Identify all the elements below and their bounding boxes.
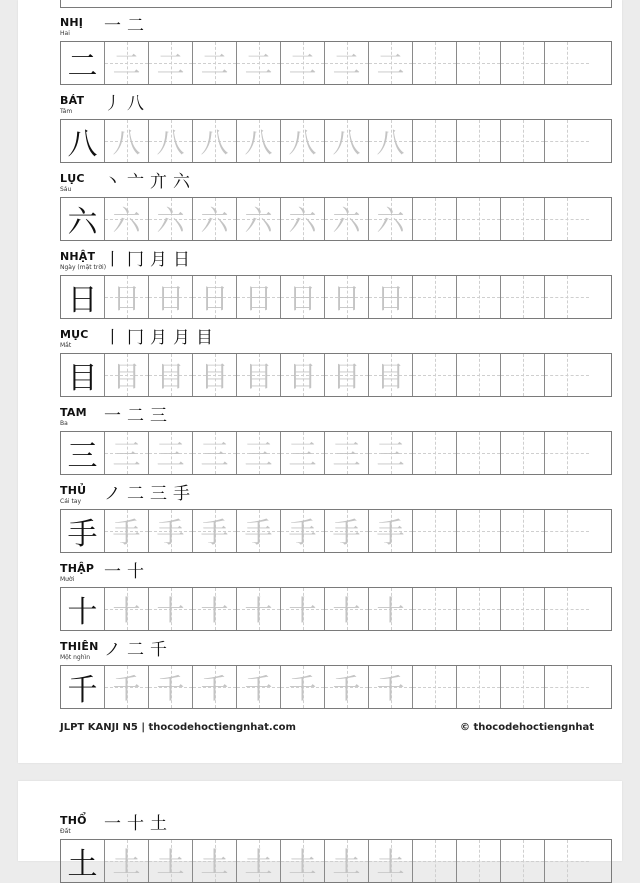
- trace-cell[interactable]: [149, 354, 193, 396]
- trace-kanji: 十: [200, 594, 229, 627]
- trace-kanji: 六: [376, 204, 405, 237]
- stroke-step: 手: [173, 484, 190, 504]
- trace-kanji: 三: [288, 438, 317, 471]
- practice-grid: [60, 509, 612, 553]
- blank-practice-cell[interactable]: [413, 354, 457, 396]
- model-kanji-cell: [61, 120, 105, 162]
- stroke-step: 一: [104, 814, 121, 834]
- trace-kanji: 八: [156, 126, 185, 159]
- trace-kanji: 日: [288, 282, 317, 315]
- trace-cell[interactable]: [105, 432, 149, 474]
- trace-kanji: 十: [288, 594, 317, 627]
- blank-practice-cell[interactable]: [501, 840, 545, 882]
- blank-practice-cell[interactable]: [457, 276, 501, 318]
- trace-cell[interactable]: [237, 354, 281, 396]
- trace-kanji: 十: [332, 594, 361, 627]
- practice-grid: [60, 275, 612, 319]
- model-kanji-cell: [61, 510, 105, 552]
- kanji-meaning: Mười: [60, 576, 75, 583]
- kanji-label: [60, 485, 86, 506]
- trace-cell[interactable]: [369, 588, 413, 630]
- blank-practice-cell[interactable]: [457, 588, 501, 630]
- trace-cell[interactable]: [281, 666, 325, 708]
- trace-kanji: 六: [112, 204, 141, 237]
- stroke-step: 丿: [104, 94, 121, 114]
- kanji-reading: MỤC: [60, 328, 89, 341]
- stroke-order: [104, 809, 167, 834]
- trace-cell[interactable]: [149, 276, 193, 318]
- stroke-step: 亣: [150, 172, 167, 192]
- trace-kanji: 千: [112, 672, 141, 705]
- trace-cell[interactable]: [369, 840, 413, 882]
- trace-cell[interactable]: [281, 510, 325, 552]
- blank-practice-cell[interactable]: [457, 432, 501, 474]
- practice-grid: [60, 431, 612, 475]
- blank-practice-cell[interactable]: [413, 120, 457, 162]
- kanji-label: [60, 173, 85, 194]
- model-kanji-cell: [61, 432, 105, 474]
- stroke-step: ノ: [104, 484, 121, 504]
- kanji-meaning: Đất: [60, 828, 71, 835]
- blank-practice-cell[interactable]: [501, 42, 545, 84]
- trace-cell[interactable]: [149, 510, 193, 552]
- trace-cell[interactable]: [237, 276, 281, 318]
- trace-cell[interactable]: [369, 198, 413, 240]
- kanji-reading: NHỊ: [60, 16, 84, 29]
- trace-cell[interactable]: [237, 120, 281, 162]
- kanji-reading: THẬP: [60, 562, 95, 575]
- trace-cell[interactable]: [149, 42, 193, 84]
- stroke-step: 亠: [127, 172, 144, 192]
- blank-practice-cell[interactable]: [501, 588, 545, 630]
- blank-practice-cell[interactable]: [413, 198, 457, 240]
- blank-practice-cell[interactable]: [457, 354, 501, 396]
- practice-grid: [60, 41, 612, 85]
- stroke-step: 千: [150, 640, 167, 660]
- trace-cell[interactable]: [193, 42, 237, 84]
- trace-kanji: 目: [376, 360, 405, 393]
- trace-cell[interactable]: [369, 666, 413, 708]
- blank-practice-cell[interactable]: [413, 510, 457, 552]
- blank-practice-cell[interactable]: [501, 432, 545, 474]
- model-kanji-cell: [61, 588, 105, 630]
- blank-practice-cell[interactable]: [545, 666, 589, 708]
- trace-kanji: 日: [332, 282, 361, 315]
- trace-kanji: 目: [288, 360, 317, 393]
- stroke-step: 目: [196, 328, 213, 348]
- blank-practice-cell[interactable]: [413, 588, 457, 630]
- kanji-label: [60, 17, 83, 38]
- blank-practice-cell[interactable]: [545, 120, 589, 162]
- worksheet-page: [18, 0, 622, 763]
- trace-cell[interactable]: [193, 198, 237, 240]
- trace-kanji: 手: [156, 516, 185, 549]
- blank-practice-cell[interactable]: [413, 276, 457, 318]
- trace-cell[interactable]: [369, 42, 413, 84]
- trace-cell[interactable]: [237, 666, 281, 708]
- trace-kanji: 十: [112, 594, 141, 627]
- blank-practice-cell[interactable]: [457, 198, 501, 240]
- blank-practice-cell[interactable]: [545, 432, 589, 474]
- stroke-step: 月: [150, 328, 167, 348]
- stroke-order: [104, 557, 144, 582]
- kanji-meaning: Cái tay: [60, 498, 82, 505]
- trace-cell[interactable]: [369, 276, 413, 318]
- trace-kanji: 手: [332, 516, 361, 549]
- trace-cell[interactable]: [193, 510, 237, 552]
- trace-kanji: 千: [200, 672, 229, 705]
- blank-practice-cell[interactable]: [413, 42, 457, 84]
- trace-kanji: 目: [332, 360, 361, 393]
- blank-practice-cell[interactable]: [501, 198, 545, 240]
- trace-cell[interactable]: [105, 354, 149, 396]
- blank-practice-cell[interactable]: [457, 120, 501, 162]
- trace-kanji: 二: [156, 48, 185, 81]
- trace-cell[interactable]: [149, 198, 193, 240]
- blank-practice-cell[interactable]: [457, 840, 501, 882]
- stroke-step: 二: [127, 16, 144, 36]
- trace-cell[interactable]: [149, 840, 193, 882]
- trace-kanji: 土: [332, 846, 361, 879]
- trace-cell[interactable]: [325, 354, 369, 396]
- trace-cell[interactable]: [237, 840, 281, 882]
- kanji-meaning: Hai: [60, 30, 70, 37]
- trace-kanji: 六: [156, 204, 185, 237]
- kanji-reading: THIÊN: [60, 640, 99, 653]
- trace-cell[interactable]: [193, 432, 237, 474]
- trace-kanji: 二: [112, 48, 141, 81]
- trace-cell[interactable]: [325, 588, 369, 630]
- trace-cell[interactable]: [281, 42, 325, 84]
- stroke-order: [104, 635, 167, 660]
- blank-practice-cell[interactable]: [545, 42, 589, 84]
- kanji-label: [60, 641, 99, 662]
- trace-kanji: 十: [244, 594, 273, 627]
- practice-grid: [60, 197, 612, 241]
- blank-practice-cell[interactable]: [501, 354, 545, 396]
- stroke-step: 月: [173, 328, 190, 348]
- trace-kanji: 八: [332, 126, 361, 159]
- trace-kanji: 土: [112, 846, 141, 879]
- trace-kanji: 三: [156, 438, 185, 471]
- model-kanji: 十: [67, 595, 98, 630]
- blank-practice-cell[interactable]: [545, 588, 589, 630]
- trace-cell[interactable]: [281, 432, 325, 474]
- kanji-reading: NHẬT: [60, 250, 96, 263]
- stroke-order: [104, 11, 144, 36]
- stroke-order: [104, 89, 144, 114]
- kanji-label: [60, 251, 106, 272]
- worksheet-page-next: [18, 781, 622, 882]
- kanji-reading: LỤC: [60, 172, 85, 185]
- trace-cell[interactable]: [281, 354, 325, 396]
- trace-cell[interactable]: [105, 42, 149, 84]
- trace-cell[interactable]: [193, 120, 237, 162]
- trace-cell[interactable]: [193, 840, 237, 882]
- trace-cell[interactable]: [149, 432, 193, 474]
- trace-kanji: 土: [288, 846, 317, 879]
- trace-cell[interactable]: [281, 276, 325, 318]
- stroke-step: 冂: [127, 328, 144, 348]
- practice-grid: [60, 587, 612, 631]
- kanji-label: [60, 407, 87, 428]
- trace-cell[interactable]: [369, 354, 413, 396]
- kanji-meaning: Sáu: [60, 186, 72, 193]
- trace-kanji: 日: [112, 282, 141, 315]
- trace-kanji: 二: [200, 48, 229, 81]
- kanji-label: [60, 329, 89, 350]
- trace-kanji: 手: [376, 516, 405, 549]
- stroke-step: 二: [127, 406, 144, 426]
- trace-cell[interactable]: [281, 588, 325, 630]
- kanji-reading: BÁT: [60, 94, 85, 107]
- trace-kanji: 千: [244, 672, 273, 705]
- blank-practice-cell[interactable]: [501, 276, 545, 318]
- trace-kanji: 土: [376, 846, 405, 879]
- trace-cell[interactable]: [281, 120, 325, 162]
- trace-cell[interactable]: [105, 276, 149, 318]
- trace-cell[interactable]: [237, 42, 281, 84]
- trace-cell[interactable]: [237, 510, 281, 552]
- previous-practice-row: [60, 0, 612, 8]
- trace-kanji: 手: [112, 516, 141, 549]
- trace-kanji: 八: [200, 126, 229, 159]
- practice-grid: [60, 665, 612, 709]
- trace-kanji: 三: [200, 438, 229, 471]
- stroke-step: 二: [127, 484, 144, 504]
- trace-kanji: 三: [112, 438, 141, 471]
- kanji-label: [60, 815, 87, 836]
- model-kanji-cell: [61, 666, 105, 708]
- kanji-meaning: Tám: [60, 108, 73, 115]
- trace-kanji: 二: [244, 48, 273, 81]
- trace-cell[interactable]: [149, 666, 193, 708]
- blank-practice-cell[interactable]: [457, 42, 501, 84]
- trace-kanji: 千: [332, 672, 361, 705]
- trace-kanji: 手: [244, 516, 273, 549]
- trace-kanji: 千: [156, 672, 185, 705]
- blank-practice-cell[interactable]: [457, 666, 501, 708]
- stroke-step: 丶: [104, 172, 121, 192]
- stroke-order: [104, 479, 190, 504]
- model-kanji-cell: [61, 840, 105, 882]
- stroke-step: 月: [150, 250, 167, 270]
- kanji-label: [60, 563, 94, 584]
- kanji-reading: THỦ: [60, 484, 87, 497]
- blank-practice-cell[interactable]: [545, 354, 589, 396]
- practice-grid: [60, 353, 612, 397]
- kanji-meaning: Một nghìn: [60, 654, 90, 661]
- footer-title: JLPT KANJI N5 | thocodehoctiengnhat.com: [60, 722, 296, 733]
- trace-kanji: 二: [376, 48, 405, 81]
- trace-kanji: 十: [156, 594, 185, 627]
- trace-kanji: 八: [112, 126, 141, 159]
- trace-kanji: 日: [244, 282, 273, 315]
- stroke-step: 一: [104, 406, 121, 426]
- kanji-meaning: Ba: [60, 420, 68, 427]
- blank-practice-cell[interactable]: [501, 120, 545, 162]
- trace-kanji: 手: [288, 516, 317, 549]
- trace-kanji: 六: [244, 204, 273, 237]
- trace-cell[interactable]: [149, 588, 193, 630]
- trace-kanji: 八: [288, 126, 317, 159]
- trace-cell[interactable]: [193, 666, 237, 708]
- trace-cell[interactable]: [193, 276, 237, 318]
- trace-cell[interactable]: [237, 432, 281, 474]
- trace-cell[interactable]: [281, 840, 325, 882]
- stroke-step: 丨: [104, 250, 121, 270]
- trace-cell[interactable]: [325, 432, 369, 474]
- stroke-step: 日: [173, 250, 190, 270]
- stroke-step: 一: [104, 562, 121, 582]
- kanji-meaning: Ngày (mặt trời): [60, 264, 107, 271]
- model-kanji: 六: [67, 205, 98, 240]
- trace-cell[interactable]: [325, 120, 369, 162]
- blank-practice-cell[interactable]: [545, 198, 589, 240]
- trace-kanji: 土: [200, 846, 229, 879]
- trace-kanji: 三: [376, 438, 405, 471]
- blank-practice-cell[interactable]: [501, 666, 545, 708]
- trace-kanji: 十: [376, 594, 405, 627]
- model-kanji-cell: [61, 354, 105, 396]
- model-kanji-cell: [61, 276, 105, 318]
- trace-cell[interactable]: [193, 354, 237, 396]
- stroke-order: [104, 401, 167, 426]
- stroke-step: 冂: [127, 250, 144, 270]
- model-kanji-cell: [61, 198, 105, 240]
- trace-kanji: 千: [376, 672, 405, 705]
- stroke-step: 十: [127, 814, 144, 834]
- trace-kanji: 手: [200, 516, 229, 549]
- trace-kanji: 二: [288, 48, 317, 81]
- model-kanji: 土: [67, 847, 98, 882]
- trace-kanji: 目: [244, 360, 273, 393]
- model-kanji: 手: [67, 517, 98, 552]
- stroke-step: 六: [173, 172, 190, 192]
- stroke-step: 丨: [104, 328, 121, 348]
- trace-cell[interactable]: [105, 120, 149, 162]
- model-kanji: 八: [67, 127, 98, 162]
- trace-kanji: 三: [332, 438, 361, 471]
- model-kanji: 目: [67, 361, 98, 396]
- trace-kanji: 目: [156, 360, 185, 393]
- blank-practice-cell[interactable]: [413, 666, 457, 708]
- trace-kanji: 目: [200, 360, 229, 393]
- trace-kanji: 八: [376, 126, 405, 159]
- trace-kanji: 六: [288, 204, 317, 237]
- stroke-order: [104, 245, 190, 270]
- blank-practice-cell[interactable]: [413, 840, 457, 882]
- practice-grid: [60, 119, 612, 163]
- stroke-step: 三: [150, 484, 167, 504]
- trace-kanji: 土: [156, 846, 185, 879]
- trace-cell[interactable]: [325, 510, 369, 552]
- trace-cell[interactable]: [105, 198, 149, 240]
- stroke-step: 三: [150, 406, 167, 426]
- stroke-step: 一: [104, 16, 121, 36]
- model-kanji-cell: [61, 42, 105, 84]
- trace-cell[interactable]: [325, 198, 369, 240]
- trace-cell[interactable]: [369, 510, 413, 552]
- trace-kanji: 八: [244, 126, 273, 159]
- trace-kanji: 二: [332, 48, 361, 81]
- stroke-step: 二: [127, 640, 144, 660]
- kanji-meaning: Mắt: [60, 342, 72, 349]
- model-kanji: 三: [67, 439, 98, 474]
- trace-kanji: 千: [288, 672, 317, 705]
- trace-kanji: 日: [200, 282, 229, 315]
- trace-cell[interactable]: [105, 588, 149, 630]
- model-kanji: 日: [67, 283, 98, 318]
- blank-practice-cell[interactable]: [545, 276, 589, 318]
- trace-cell[interactable]: [149, 120, 193, 162]
- trace-cell[interactable]: [237, 198, 281, 240]
- blank-practice-cell[interactable]: [413, 432, 457, 474]
- kanji-label: [60, 95, 84, 116]
- model-kanji: 二: [67, 49, 98, 84]
- trace-cell[interactable]: [325, 42, 369, 84]
- blank-practice-cell[interactable]: [457, 510, 501, 552]
- trace-kanji: 土: [244, 846, 273, 879]
- trace-cell[interactable]: [325, 666, 369, 708]
- stroke-step: 土: [150, 814, 167, 834]
- trace-kanji: 六: [332, 204, 361, 237]
- trace-kanji: 目: [112, 360, 141, 393]
- trace-cell[interactable]: [105, 510, 149, 552]
- trace-cell[interactable]: [193, 588, 237, 630]
- trace-cell[interactable]: [369, 432, 413, 474]
- practice-grid: [60, 839, 612, 883]
- trace-cell[interactable]: [105, 840, 149, 882]
- blank-practice-cell[interactable]: [545, 840, 589, 882]
- stroke-step: 八: [127, 94, 144, 114]
- model-kanji: 千: [67, 673, 98, 708]
- stroke-step: 十: [127, 562, 144, 582]
- trace-cell[interactable]: [369, 120, 413, 162]
- trace-cell[interactable]: [237, 588, 281, 630]
- stroke-step: ノ: [104, 640, 121, 660]
- trace-kanji: 三: [244, 438, 273, 471]
- kanji-reading: THỔ: [60, 814, 87, 827]
- trace-kanji: 日: [376, 282, 405, 315]
- trace-cell[interactable]: [281, 198, 325, 240]
- trace-cell[interactable]: [325, 276, 369, 318]
- trace-cell[interactable]: [325, 840, 369, 882]
- blank-practice-cell[interactable]: [501, 510, 545, 552]
- blank-practice-cell[interactable]: [545, 510, 589, 552]
- footer-copyright: © thocodehoctiengnhat: [460, 722, 594, 733]
- trace-kanji: 六: [200, 204, 229, 237]
- stroke-order: [104, 323, 213, 348]
- trace-cell[interactable]: [105, 666, 149, 708]
- kanji-reading: TAM: [60, 406, 87, 419]
- trace-kanji: 日: [156, 282, 185, 315]
- stroke-order: [104, 167, 190, 192]
